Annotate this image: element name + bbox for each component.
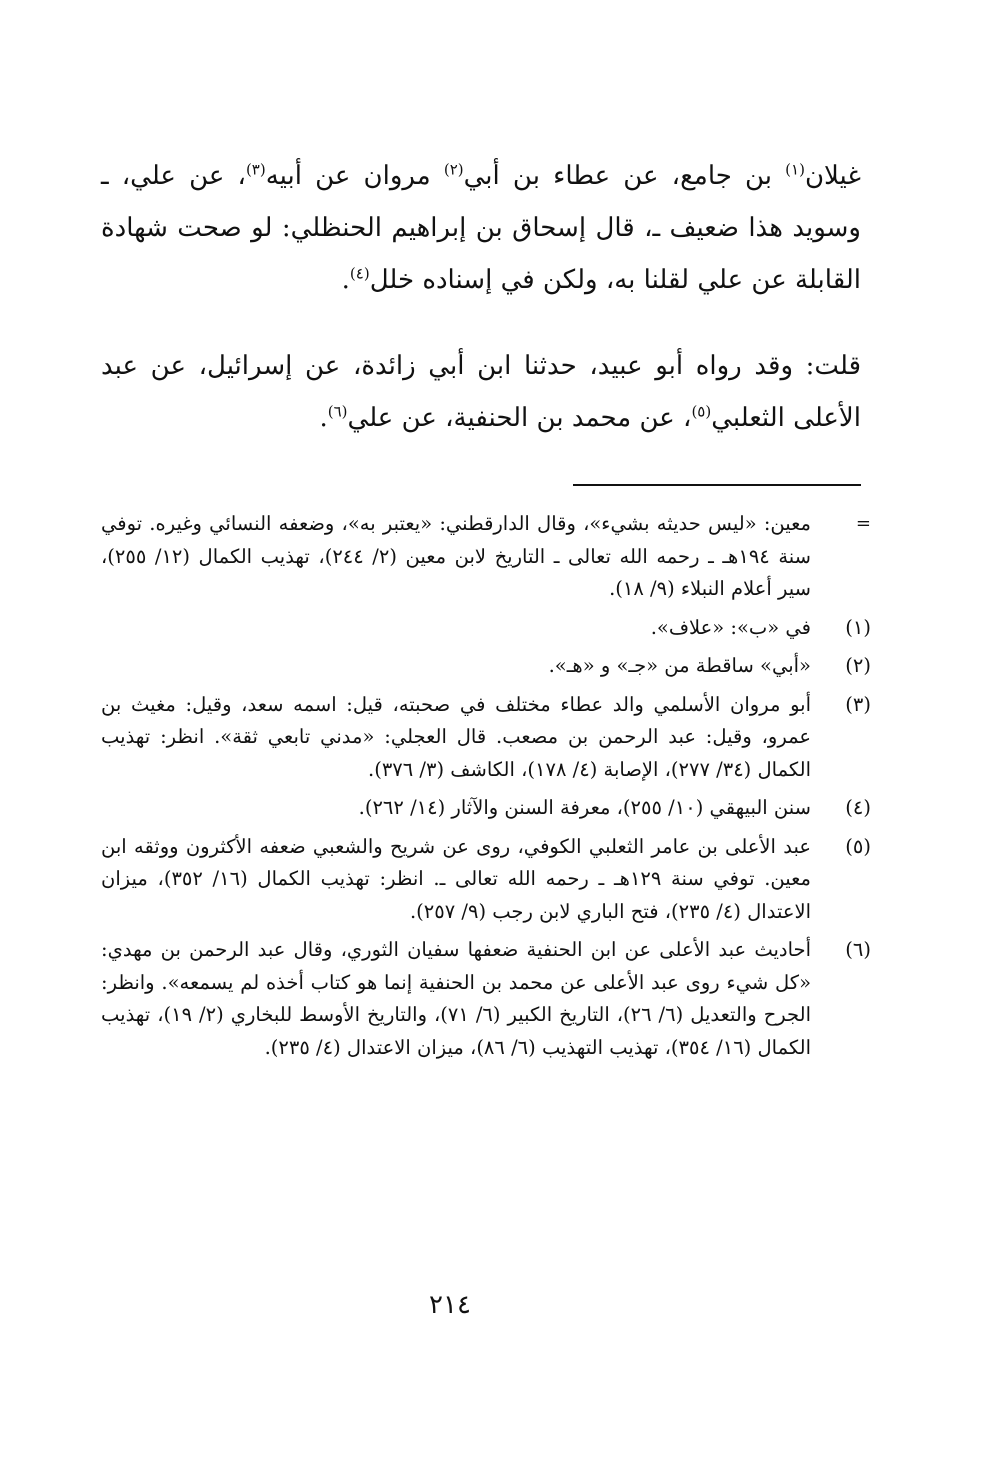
text-run: بن جامع، عن عطاء بن أبي	[463, 161, 786, 191]
page-number: ٢١٤	[429, 1290, 471, 1320]
footnote-text: عبد الأعلى بن عامر الثعلبي الكوفي، روى عن شريح والشعبي ضعفه الأكثرون ووثقه ابن معين. توفي سنة ١٢٩هـ ـ رحمه الله تعالى ـ. انظر: تهذيب الكمال (١٦/ ٣٥٢)، ميزان الاعتدال (٤/ ٢٣٥)، فتح الباري لابن رجب (٩/ ٢٥٧).	[101, 834, 811, 923]
footnote-text: «أبي» ساقطة من «جـ» و «هـ».	[548, 654, 811, 677]
footnote-continuation	[101, 508, 871, 606]
main-body-text	[101, 150, 861, 444]
footnote-ref-6[interactable]: (٦)	[327, 402, 348, 421]
footnote-marker: (٤)	[845, 796, 871, 819]
footnote-1	[101, 612, 871, 645]
text-run: ، عن علي، ـ وسويد هذا ضعيف ـ، قال إسحاق بن إبراهيم الحنظلي: لو صحت شهادة القابلة عن علي لقلنا به، ولكن في إسناده خلل	[101, 161, 861, 295]
text-run: .	[319, 403, 328, 433]
footnote-text: معين: «ليس حديثه بشيء»، وقال الدارقطني: «يعتبر به»، وضعفه النسائي وغيره. توفي سنة ١٩٤هـ ـ رحمه الله تعالى ـ التاريخ لابن معين (٢/ ٢٤٤)، تهذيب الكمال (١٢/ ٢٥٥)، سير أعلام النبلاء (٩/ ١٨).	[101, 512, 811, 600]
footnote-3	[101, 689, 871, 787]
footnote-marker: (٦)	[845, 938, 871, 961]
footnote-text: في «ب»: «علاف».	[650, 615, 811, 639]
paragraph-1	[101, 150, 861, 306]
footnote-marker: (٥)	[845, 834, 871, 858]
footnote-5	[101, 831, 871, 929]
footnote-2	[101, 650, 871, 683]
footnote-separator	[573, 484, 861, 486]
footnote-ref-1[interactable]: (١)	[785, 160, 805, 179]
text-run: ، عن محمد بن الحنفية، عن علي	[347, 403, 692, 433]
footnote-ref-3[interactable]: (٣)	[245, 160, 266, 179]
text-run: قلت: وقد رواه أبو عبيد، حدثنا ابن أبي زائدة، عن إسرائيل، عن عبد الأعلى الثعلبي	[101, 351, 861, 433]
footnote-text: أبو مروان الأسلمي والد عطاء مختلف في صحبته، قيل: اسمه سعد، وقيل: مغيث بن عمرو، وقيل: عبد الرحمن بن مصعب. قال العجلي: «مدني تابعي ثقة». انظر: تهذيب الكمال (٣٤/ ٢٧٧)، الإصابة (٤/ ١٧٨)، الكاشف (٣/ ٣٧٦).	[101, 692, 811, 781]
footnote-text: سنن البيهقي (١٠/ ٢٥٥)، معرفة السنن والآثار (١٤/ ٢٦٢).	[358, 796, 811, 819]
footnote-ref-4[interactable]: (٤)	[349, 264, 370, 283]
footnote-6	[101, 934, 871, 1064]
footnote-marker: (٢)	[845, 654, 871, 677]
paragraph-2	[101, 340, 861, 444]
footnote-marker: (١)	[845, 615, 871, 639]
text-run: غيلان	[804, 161, 861, 191]
text-run: مروان عن أبيه	[265, 161, 444, 191]
footnotes-section	[101, 508, 871, 1070]
text-run: .	[341, 265, 350, 295]
footnote-ref-5[interactable]: (٥)	[691, 402, 712, 421]
footnote-4	[101, 792, 871, 825]
footnote-marker: (٣)	[845, 692, 871, 716]
footnote-ref-2[interactable]: (٢)	[443, 160, 464, 179]
footnote-marker: =	[855, 513, 871, 534]
footnote-text: أحاديث عبد الأعلى عن ابن الحنفية ضعفها سفيان الثوري، وقال عبد الرحمن بن مهدي: «كل شيء روى عبد الأعلى عن محمد بن الحنفية إنما هو كتاب أخذه لم يسمعه». وانظر: الجرح والتعديل (٦/ ٢٦)، التاريخ الكبير (٦/ ٧١)، والتاريخ الأوسط للبخاري (٢/ ١٩)، تهذيب الكمال (١٦/ ٣٥٤)، تهذيب التهذيب (٦/ ٨٦)، ميزان الاعتدال (٤/ ٢٣٥).	[101, 938, 811, 1059]
